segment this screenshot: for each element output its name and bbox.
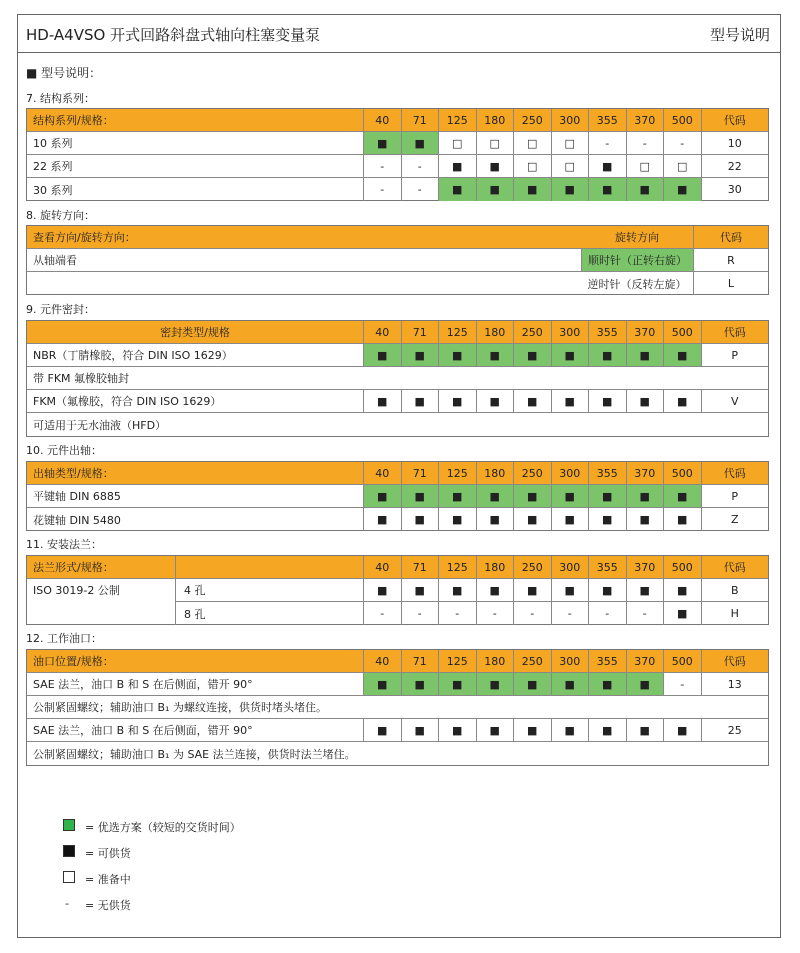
availability-cell: ■ — [438, 155, 476, 177]
rotation-ccw: 逆时针（反转左旋） — [587, 277, 687, 291]
availability-cell: ■ — [551, 508, 589, 531]
note-label: 公制紧固螺纹；辅助油口 B₁ 为 SAE 法兰连接，供货时法兰堵住。 — [33, 747, 356, 761]
availability-cell: ■ — [513, 673, 551, 695]
availability-cell: ■ — [551, 719, 589, 741]
table-header-row — [27, 556, 768, 579]
size-header: 355 — [588, 650, 626, 672]
header-code: 代码 — [701, 321, 769, 343]
availability-cell: - — [626, 602, 664, 625]
availability-cell: ■ — [513, 178, 551, 201]
availability-cell: ■ — [626, 178, 664, 201]
availability-cell: ■ — [476, 178, 514, 201]
size-header: 71 — [401, 109, 439, 131]
legend-dash-icon: - — [65, 897, 69, 910]
availability-cell: ■ — [476, 390, 514, 412]
header-label: 结构系列/规格： — [33, 114, 114, 127]
note-row — [27, 413, 768, 436]
table-header-row — [27, 226, 768, 249]
availability-cell: ■ — [588, 344, 626, 366]
legend-white-square-icon — [63, 871, 75, 883]
availability-cell: ■ — [588, 390, 626, 412]
table-row — [27, 155, 768, 178]
availability-cell: ■ — [513, 508, 551, 531]
table-shaft — [26, 461, 769, 531]
availability-cell: - — [588, 602, 626, 625]
row-label: 22 系列 — [33, 160, 73, 173]
header-code: 代码 — [701, 462, 769, 484]
code-cell: 10 — [701, 132, 769, 154]
availability-cell: □ — [551, 155, 589, 177]
availability-cell: ■ — [401, 132, 439, 154]
table-ports — [26, 649, 769, 766]
availability-cell: ■ — [401, 673, 439, 695]
availability-cell: ■ — [476, 155, 514, 177]
size-header: 125 — [438, 109, 476, 131]
availability-cell: ■ — [476, 673, 514, 695]
section-11-title: 11. 安装法兰： — [26, 538, 102, 551]
availability-cell: - — [476, 602, 514, 625]
size-header: 40 — [363, 321, 401, 343]
availability-cell: ■ — [476, 344, 514, 366]
size-header: 355 — [588, 556, 626, 578]
size-header: 250 — [513, 650, 551, 672]
size-header: 71 — [401, 556, 439, 578]
section-8-title: 8. 旋转方向： — [26, 209, 95, 222]
size-header: 40 — [363, 109, 401, 131]
size-header: 250 — [513, 109, 551, 131]
availability-cell: ■ — [626, 344, 664, 366]
availability-cell: ■ — [626, 673, 664, 695]
availability-cell: ■ — [363, 508, 401, 531]
availability-cell: ■ — [588, 673, 626, 695]
availability-cell: - — [663, 132, 701, 154]
availability-cell: - — [401, 155, 439, 177]
code-cell: V — [701, 390, 769, 412]
hole-count: 4 孔 — [175, 579, 363, 601]
page-subtitle: 型号说明 — [709, 26, 770, 44]
table-row — [27, 673, 768, 696]
availability-cell: □ — [513, 132, 551, 154]
availability-cell: ■ — [438, 178, 476, 201]
availability-cell: □ — [476, 132, 514, 154]
merge-cover — [27, 601, 175, 603]
code-cell: L — [693, 272, 768, 295]
availability-cell: ■ — [588, 508, 626, 531]
availability-cell: ■ — [363, 390, 401, 412]
row-label: 30 系列 — [33, 183, 73, 197]
row-label: SAE 法兰，油口 B 和 S 在后侧面，错开 90° — [33, 724, 253, 737]
size-header: 355 — [588, 321, 626, 343]
header-direction: 旋转方向 — [615, 231, 659, 244]
size-header: 300 — [551, 556, 589, 578]
size-header: 300 — [551, 321, 589, 343]
size-header: 370 — [626, 321, 664, 343]
document-frame — [17, 14, 781, 938]
section-10-title: 10. 元件出轴： — [26, 444, 102, 457]
availability-cell: - — [363, 178, 401, 201]
header-label: 出轴类型/规格： — [33, 467, 114, 480]
table-row — [27, 579, 768, 602]
code-cell: 13 — [701, 673, 769, 695]
availability-cell: ■ — [363, 673, 401, 695]
availability-cell: ■ — [513, 485, 551, 507]
row-label: 10 系列 — [33, 137, 73, 150]
table-row — [27, 132, 768, 155]
code-cell: Z — [701, 508, 769, 531]
size-header: 71 — [401, 321, 439, 343]
flange-label: ISO 3019-2 公制 — [33, 584, 120, 597]
availability-cell: ■ — [401, 508, 439, 531]
availability-cell: ■ — [401, 485, 439, 507]
note-row — [27, 367, 768, 390]
availability-cell: ■ — [626, 579, 664, 601]
availability-cell: - — [663, 673, 701, 695]
table-series — [26, 108, 769, 201]
availability-cell: ■ — [663, 579, 701, 601]
header-code: 代码 — [701, 650, 769, 672]
availability-cell: - — [438, 602, 476, 625]
section-7-title: 7. 结构系列： — [26, 92, 95, 105]
row-label: NBR（丁腈橡胶，符合 DIN ISO 1629） — [33, 349, 233, 362]
page-title: HD-A4VSO 开式回路斜盘式轴向柱塞变量泵 — [26, 26, 321, 44]
header-label: 油口位置/规格： — [33, 655, 114, 668]
size-header: 125 — [438, 650, 476, 672]
size-header: 125 — [438, 321, 476, 343]
availability-cell: ■ — [588, 178, 626, 201]
code-cell: H — [701, 602, 769, 625]
availability-cell: ■ — [476, 579, 514, 601]
header-label: 密封类型/规格 — [160, 326, 230, 339]
size-header: 300 — [551, 462, 589, 484]
size-header: 180 — [476, 650, 514, 672]
legend-green-square-icon — [63, 819, 75, 831]
availability-cell: ■ — [363, 719, 401, 741]
availability-cell: ■ — [363, 344, 401, 366]
header-label: 查看方向/旋转方向： — [33, 231, 136, 244]
availability-cell: ■ — [401, 390, 439, 412]
size-header: 71 — [401, 462, 439, 484]
availability-cell: - — [588, 132, 626, 154]
rotation-label: 从轴端看 — [33, 254, 77, 267]
size-header: 40 — [363, 556, 401, 578]
availability-cell: ■ — [363, 485, 401, 507]
size-header: 250 — [513, 462, 551, 484]
size-header: 500 — [663, 321, 701, 343]
availability-cell: ■ — [588, 579, 626, 601]
availability-cell: ■ — [476, 719, 514, 741]
availability-cell: ■ — [401, 719, 439, 741]
availability-cell: ■ — [663, 390, 701, 412]
legend-text: = 准备中 — [85, 873, 131, 886]
code-cell: B — [701, 579, 769, 601]
size-header: 500 — [663, 109, 701, 131]
availability-cell: ■ — [626, 485, 664, 507]
availability-cell: - — [363, 155, 401, 177]
note-row — [27, 742, 768, 765]
note-label: 带 FKM 氟橡胶轴封 — [33, 372, 130, 385]
availability-cell: □ — [513, 155, 551, 177]
size-header: 500 — [663, 462, 701, 484]
table-row — [27, 390, 768, 413]
table-row — [27, 178, 768, 201]
size-header: 125 — [438, 462, 476, 484]
table-header-row — [27, 109, 768, 132]
row-label: 平键轴 DIN 6885 — [33, 490, 121, 503]
note-row — [27, 696, 768, 719]
hole-count: 8 孔 — [175, 602, 363, 625]
availability-cell: ■ — [663, 508, 701, 531]
table-row — [27, 602, 768, 625]
rotation-cw: 顺时针（正转右旋） — [581, 249, 693, 271]
availability-cell: ■ — [551, 344, 589, 366]
availability-cell: □ — [438, 132, 476, 154]
availability-cell: - — [363, 602, 401, 625]
section-9-title: 9. 元件密封： — [26, 303, 95, 316]
table-row — [27, 485, 768, 508]
availability-cell: □ — [626, 155, 664, 177]
availability-cell: ■ — [663, 719, 701, 741]
size-header: 180 — [476, 321, 514, 343]
row-label: 花键轴 DIN 5480 — [33, 513, 121, 527]
availability-cell: ■ — [363, 579, 401, 601]
legend-text: = 可供货 — [85, 847, 131, 860]
legend-text: = 无供货 — [85, 899, 131, 912]
code-cell: R — [693, 249, 768, 271]
availability-cell: ■ — [476, 485, 514, 507]
code-cell: P — [701, 344, 769, 366]
size-header: 500 — [663, 650, 701, 672]
availability-cell: ■ — [551, 485, 589, 507]
table-row — [27, 344, 768, 367]
intro-heading: ■ 型号说明： — [26, 66, 102, 80]
availability-cell: ■ — [513, 390, 551, 412]
size-header: 370 — [626, 556, 664, 578]
availability-cell: ■ — [401, 344, 439, 366]
availability-cell: ■ — [438, 390, 476, 412]
availability-cell: ■ — [438, 344, 476, 366]
availability-cell: ■ — [663, 344, 701, 366]
table-row — [27, 508, 768, 531]
availability-cell: - — [401, 178, 439, 201]
row-label: SAE 法兰，油口 B 和 S 在后侧面，错开 90° — [33, 678, 253, 691]
availability-cell: - — [551, 602, 589, 625]
size-header: 125 — [438, 556, 476, 578]
code-cell: P — [701, 485, 769, 507]
size-header: 355 — [588, 462, 626, 484]
size-header: 370 — [626, 462, 664, 484]
size-header: 180 — [476, 462, 514, 484]
table-rotation — [26, 225, 769, 295]
availability-cell: ■ — [476, 508, 514, 531]
table-flange — [26, 555, 769, 625]
size-header: 300 — [551, 650, 589, 672]
size-header: 250 — [513, 321, 551, 343]
availability-cell: ■ — [438, 485, 476, 507]
availability-cell: ■ — [513, 344, 551, 366]
note-label: 公制紧固螺纹；辅助油口 B₁ 为螺纹连接，供货时堵头堵住。 — [33, 701, 327, 714]
table-header-row — [27, 650, 768, 673]
header-code: 代码 — [701, 109, 769, 131]
availability-cell: ■ — [663, 178, 701, 201]
availability-cell: ■ — [663, 602, 701, 625]
table-seal — [26, 320, 769, 437]
size-header: 40 — [363, 462, 401, 484]
availability-cell: ■ — [513, 579, 551, 601]
size-header: 71 — [401, 650, 439, 672]
size-header: 300 — [551, 109, 589, 131]
availability-cell: ■ — [626, 719, 664, 741]
code-cell: 30 — [701, 178, 769, 201]
availability-cell: ■ — [588, 155, 626, 177]
availability-cell: ■ — [438, 673, 476, 695]
availability-cell: ■ — [626, 508, 664, 531]
code-cell: 22 — [701, 155, 769, 177]
size-header: 40 — [363, 650, 401, 672]
size-header: 250 — [513, 556, 551, 578]
availability-cell: ■ — [588, 485, 626, 507]
availability-cell: ■ — [438, 719, 476, 741]
note-label: 可适用于无水油液（HFD） — [33, 418, 167, 432]
availability-cell: ■ — [438, 508, 476, 531]
availability-cell: - — [626, 132, 664, 154]
header-code: 代码 — [693, 226, 768, 248]
legend-black-square-icon — [63, 845, 75, 857]
legend-text: = 优选方案（较短的交货时间） — [85, 821, 241, 834]
table-row — [27, 272, 768, 295]
availability-cell: ■ — [551, 673, 589, 695]
table-header-row — [27, 321, 768, 344]
row-label: FKM（氟橡胶，符合 DIN ISO 1629） — [33, 395, 222, 408]
availability-cell: ■ — [401, 579, 439, 601]
size-header: 370 — [626, 109, 664, 131]
availability-cell: □ — [551, 132, 589, 154]
availability-cell: ■ — [363, 132, 401, 154]
header-label: 法兰形式/规格： — [33, 561, 114, 574]
availability-cell: ■ — [513, 719, 551, 741]
header-divider — [175, 556, 176, 578]
availability-cell: □ — [663, 155, 701, 177]
availability-cell: - — [513, 602, 551, 625]
availability-cell: ■ — [551, 178, 589, 201]
page-header — [18, 15, 780, 53]
availability-cell: ■ — [551, 390, 589, 412]
availability-cell: ■ — [438, 579, 476, 601]
availability-cell: ■ — [551, 579, 589, 601]
table-row — [27, 249, 768, 272]
availability-cell: - — [401, 602, 439, 625]
size-header: 500 — [663, 556, 701, 578]
size-header: 370 — [626, 650, 664, 672]
availability-cell: ■ — [663, 485, 701, 507]
header-code: 代码 — [701, 556, 769, 578]
size-header: 180 — [476, 556, 514, 578]
availability-cell: ■ — [626, 390, 664, 412]
table-row — [27, 719, 768, 742]
size-header: 355 — [588, 109, 626, 131]
code-cell: 25 — [701, 719, 769, 741]
size-header: 180 — [476, 109, 514, 131]
availability-cell: ■ — [588, 719, 626, 741]
section-12-title: 12. 工作油口： — [26, 632, 102, 645]
table-header-row — [27, 462, 768, 485]
